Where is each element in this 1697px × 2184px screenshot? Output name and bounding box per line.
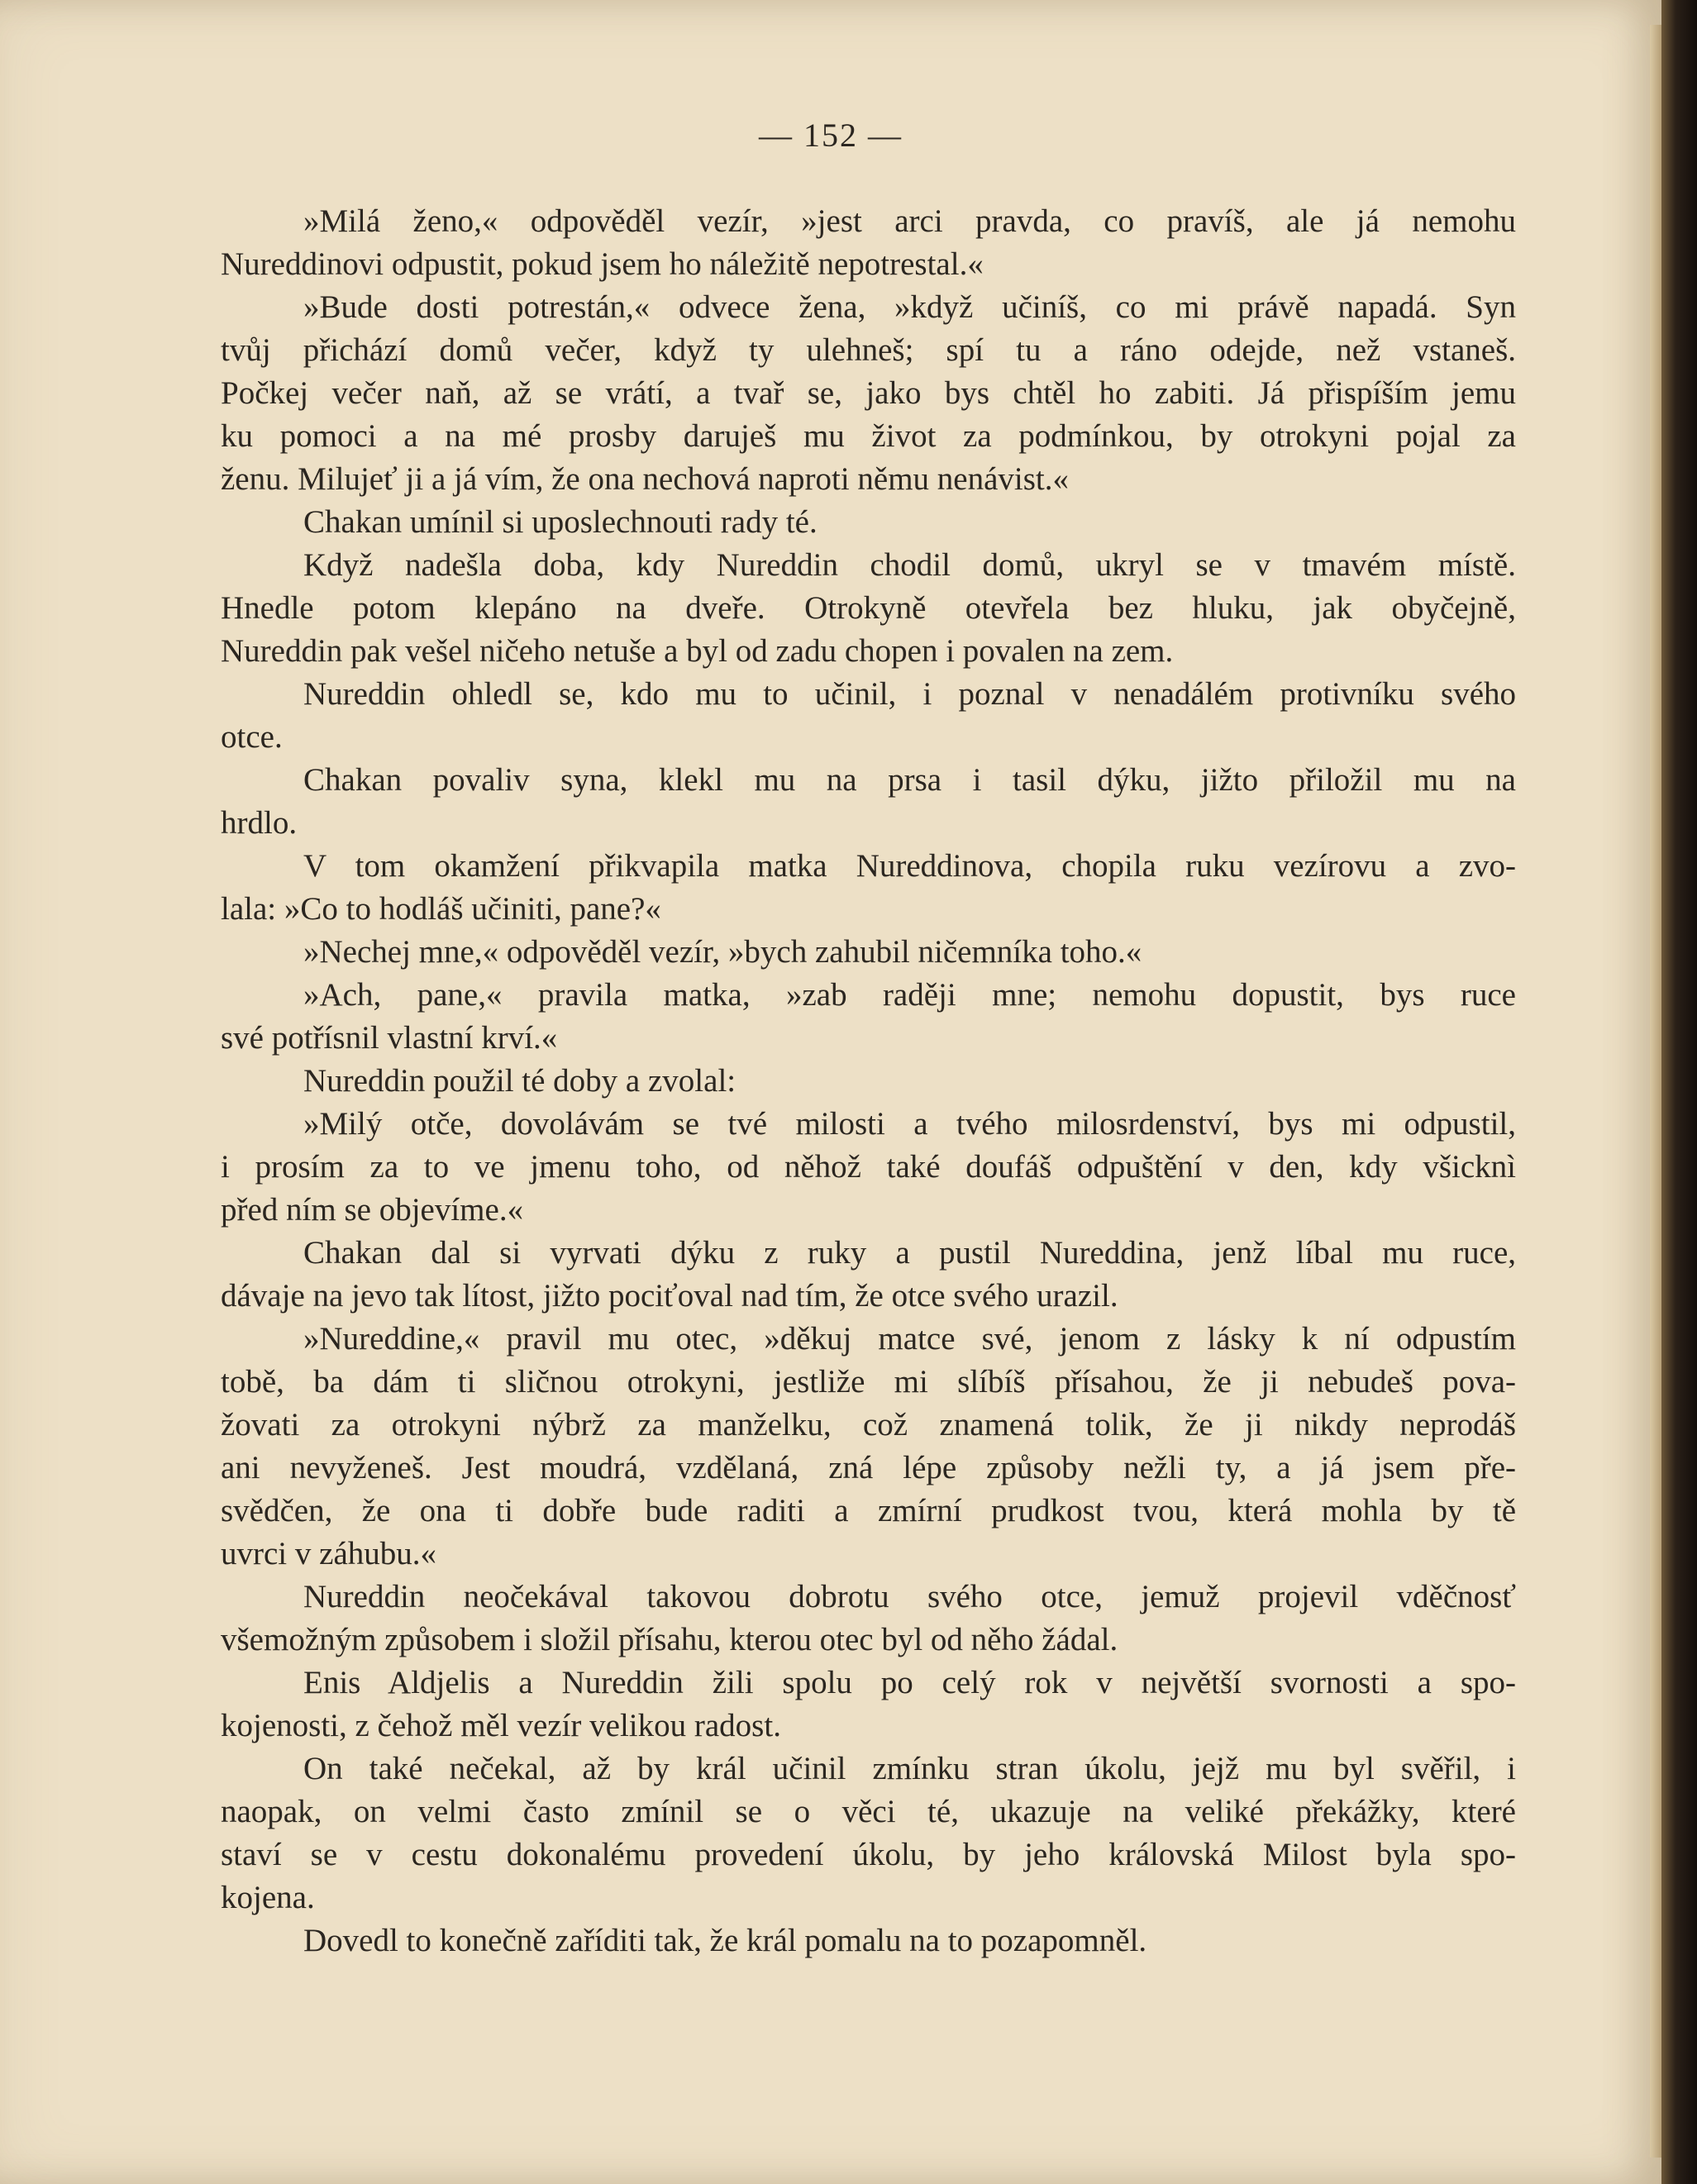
text-line: ku pomoci a na mé prosby daruješ mu život za podmínkou, by otrokyni pojal za [221,418,1516,454]
text-line: otce. [221,719,283,755]
text-line: Nureddin použil té doby a zvolal: [303,1063,736,1099]
text-line: »Nechej mne,« odpověděl vezír, »bych zahubil ničemníka toho.« [303,934,1142,970]
text-line: naopak, on velmi často zmínil se o věci té, ukazuje na veliké překážky, které [221,1794,1516,1829]
text-line: Dovedl to konečně zaříditi tak, že král pomalu na to pozapomněl. [303,1923,1147,1958]
text-line: staví se v cestu dokonalému provedení úkolu, by jeho královská Milost byla spo- [221,1837,1516,1872]
text-line: »Nureddine,« pravil mu otec, »děkuj matce své, jenom z lásky k ní odpustím [303,1321,1516,1357]
text-line: On také nečekal, až by král učinil zmínku stran úkolu, jejž mu byl svěřil, i [303,1751,1516,1786]
text-line: ženu. Milujeť ji a já vím, že ona nechová naproti němu nenávist.« [221,461,1070,497]
text-line: Hnedle potom klepáno na dveře. Otrokyně otevřela bez hluku, jak obyčejně, [221,590,1516,626]
page-number: — 152 — [759,117,903,154]
text-line: Nureddin ohledl se, kdo mu to učinil, i poznal v nenadálém protivníku svého [303,676,1516,712]
text-line: Počkej večer naň, až se vrátí, a tvař se, jako bys chtěl ho zabiti. Já přispíším jemu [221,375,1516,411]
text-line: »Milá ženo,« odpověděl vezír, »jest arci pravda, co pravíš, ale já nemohu [303,203,1516,239]
text-line: V tom okamžení přikvapila matka Nureddinova, chopila ruku vezírovu a zvo- [303,848,1516,884]
text-line: všemožným způsobem i složil přísahu, kterou otec byl od něho žádal. [221,1622,1118,1657]
text-line: hrdlo. [221,805,298,841]
text-line: i prosím za to ve jmenu toho, od něhož také doufáš odpuštění v den, kdy všicknì [221,1149,1516,1185]
text-line: »Ach, pane,« pravila matka, »zab raději mne; nemohu dopustit, bys ruce [303,977,1516,1013]
text-line: Nureddin neočekával takovou dobrotu svého otce, jemuž projevil vděčnosť [303,1579,1516,1614]
text-line: tobě, ba dám ti sličnou otrokyni, jestliže mi slíbíš přísahou, že ji nebudeš pova- [221,1364,1516,1400]
page-edge [1650,25,1661,2158]
text-line: Nureddin pak vešel ničeho netuše a byl od zadu chopen i povalen na zem. [221,633,1174,669]
text-line: Nureddinovi odpustit, pokud jsem ho náležitě nepotrestal.« [221,246,984,282]
text-line: uvrci v záhubu.« [221,1536,437,1571]
text-line: před ním se objevíme.« [221,1192,524,1228]
text-line: svědčen, že ona ti dobře bude raditi a zmírní prudkost tvou, která mohla by tě [221,1493,1516,1528]
text-line: Když nadešla doba, kdy Nureddin chodil domů, ukryl se v tmavém místě. [303,547,1516,583]
text-line: Chakan povaliv syna, klekl mu na prsa i tasil dýku, jižto přiložil mu na [303,762,1516,798]
body-text [221,200,1516,1962]
book-spine [1661,0,1697,2184]
text-line: »Milý otče, dovolávám se tvé milosti a tvého milosrdenství, bys mi odpustil, [303,1106,1516,1142]
text-line: žovati za otrokyni nýbrž za manželku, což znamená tolik, že ji nikdy neprodáš [221,1407,1516,1442]
text-line: kojenosti, z čehož měl vezír velikou radost. [221,1708,781,1743]
text-line: »Bude dosti potrestán,« odvece žena, »když učiníš, co mi právě napadá. Syn [303,289,1516,325]
text-line: své potřísnil vlastní krví.« [221,1020,558,1056]
text-line: dávaje na jevo tak lítost, jižto pociťoval nad tím, že otce svého urazil. [221,1278,1118,1314]
text-line: ani nevyženeš. Jest moudrá, vzdělaná, zná lépe způsoby nežli ty, a já jsem pře- [221,1450,1516,1485]
text-line: Chakan dal si vyrvati dýku z ruky a pustil Nureddina, jenž líbal mu ruce, [303,1235,1516,1271]
text-line: Enis Aldjelis a Nureddin žili spolu po celý rok v největší svornosti a spo- [303,1665,1516,1700]
text-line: lala: »Co to hodláš učiniti, pane?« [221,891,661,927]
text-line: tvůj přichází domů večer, když ty ulehneš; spí tu a ráno odejde, než vstaneš. [221,332,1516,368]
text-line: Chakan umínil si uposlechnouti rady té. [303,504,818,540]
text-line: kojena. [221,1880,315,1915]
